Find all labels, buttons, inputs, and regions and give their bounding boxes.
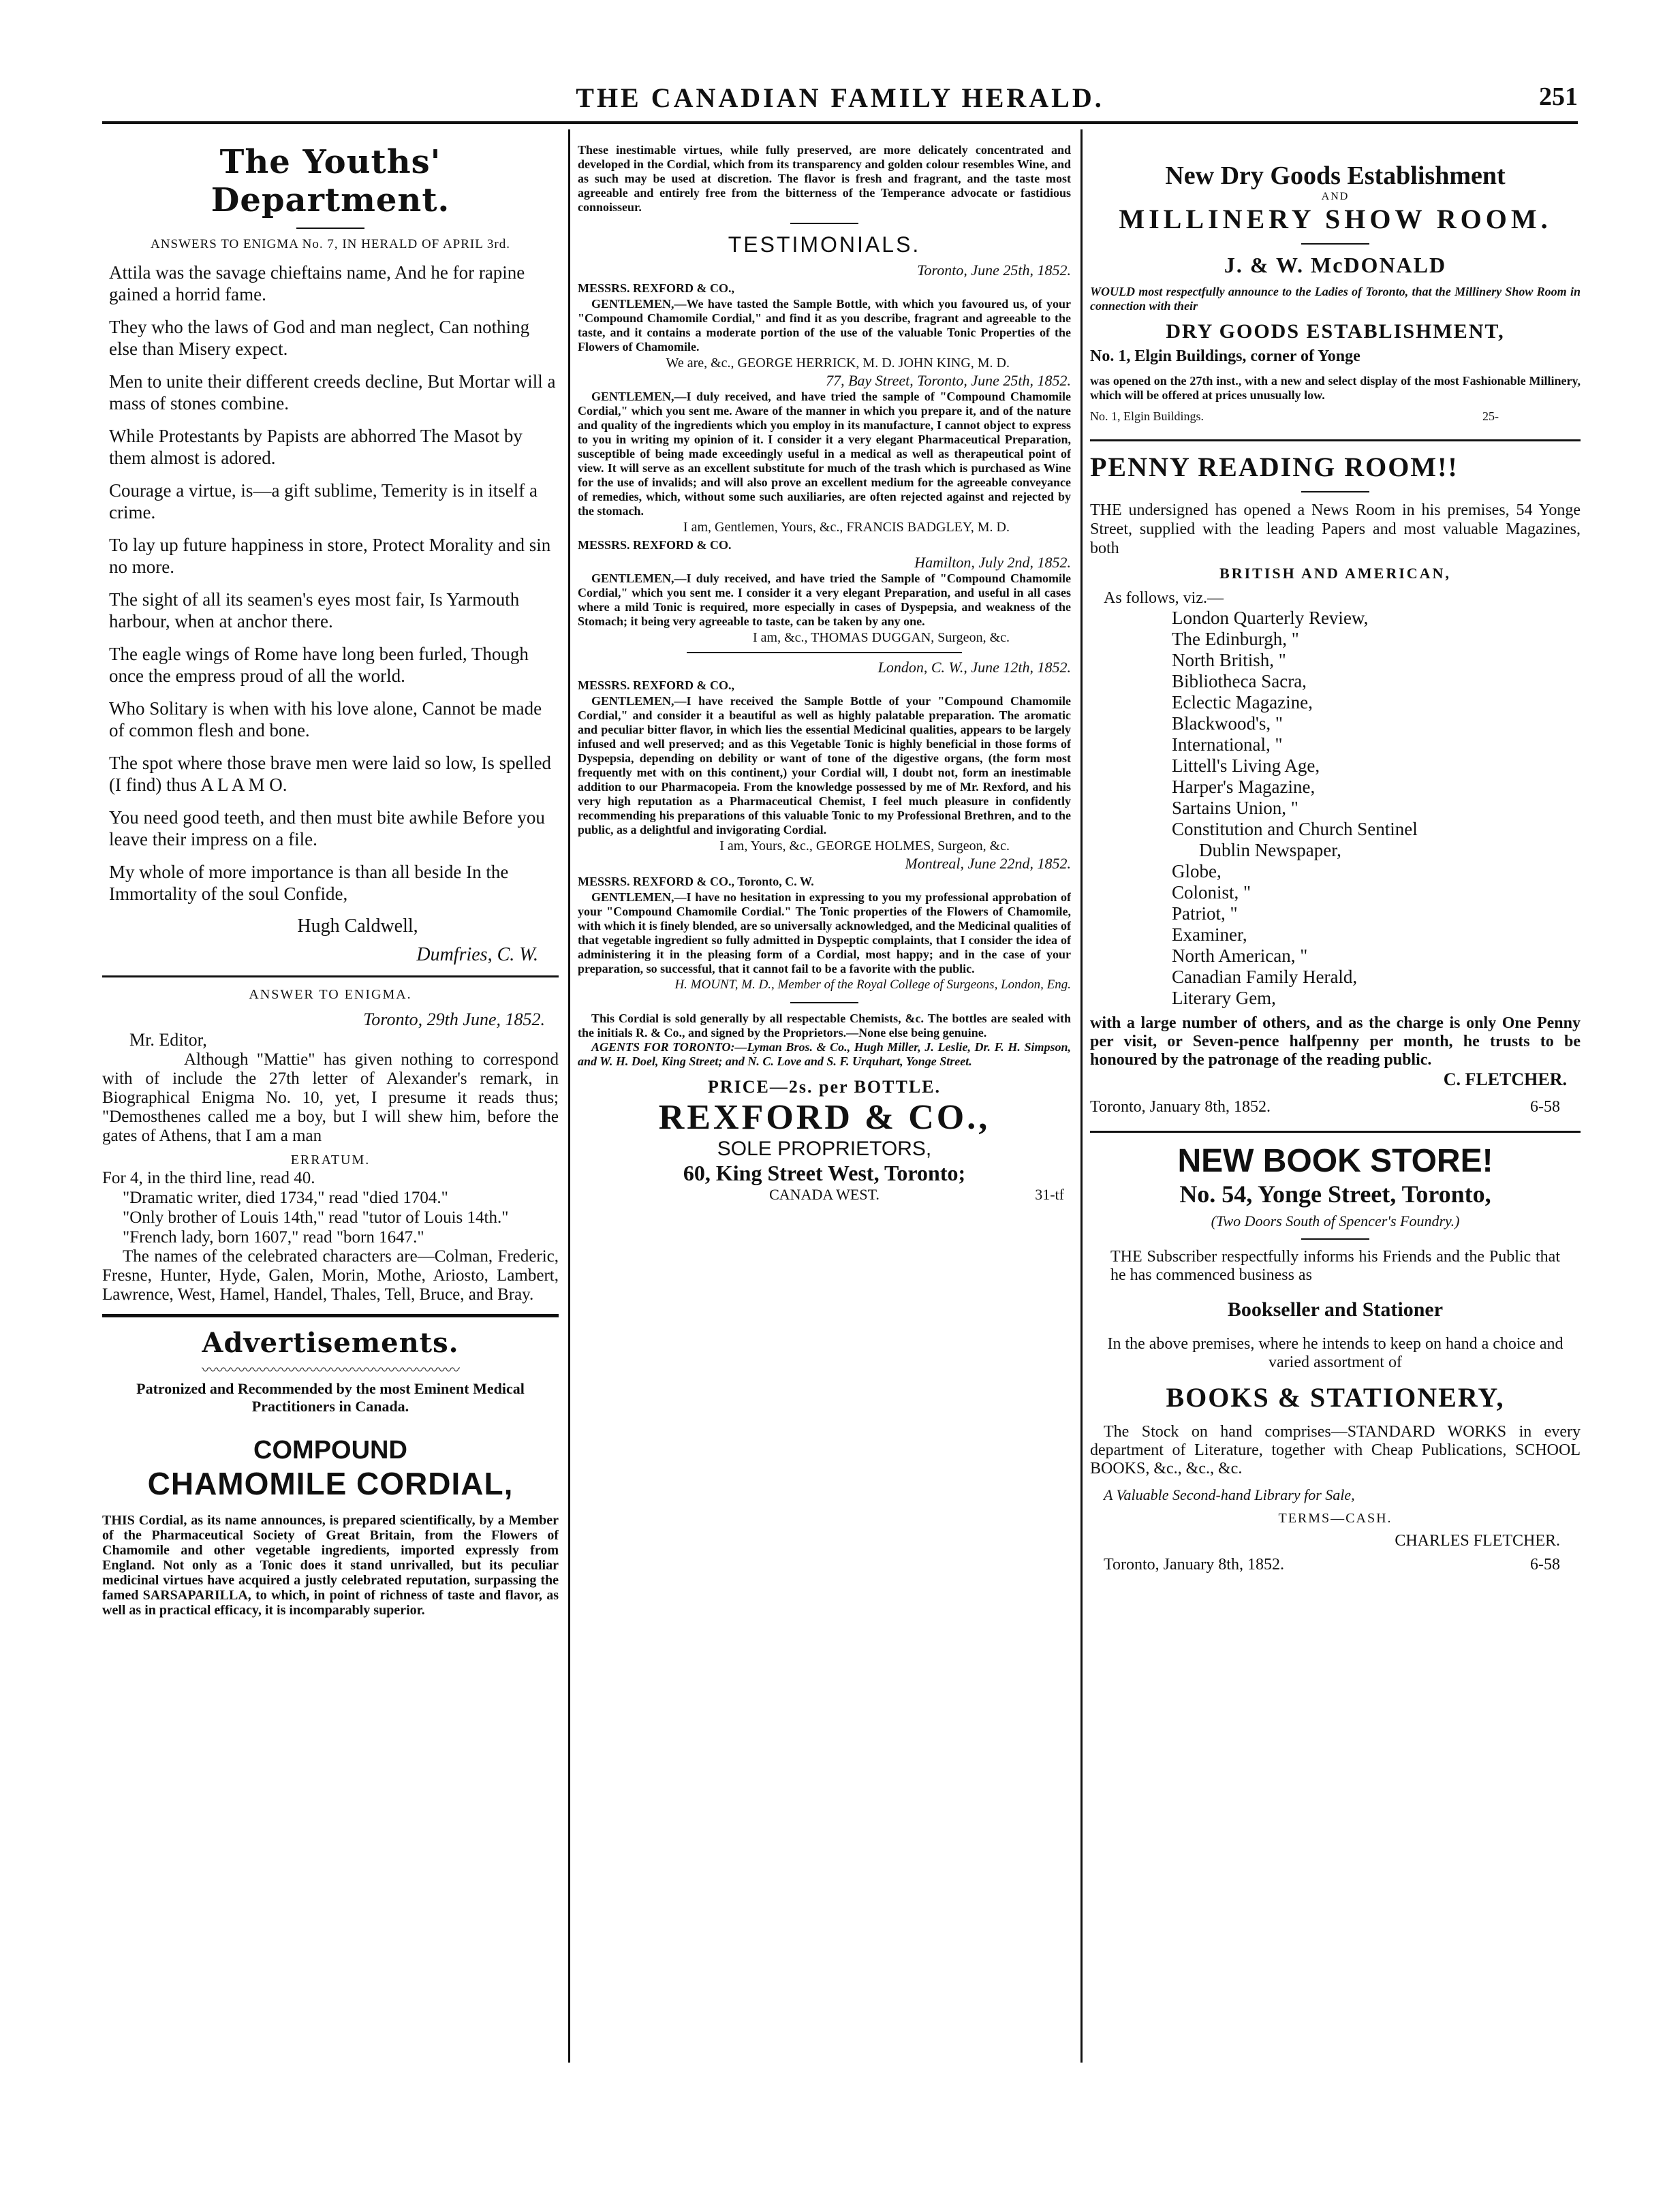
penny-footer bbox=[1090, 1098, 1581, 1121]
paper-item: Blackwood's, " bbox=[1172, 713, 1283, 734]
advertisements-heading: Advertisements. bbox=[202, 1327, 459, 1359]
testimonial-addressee: MESSRS. REXFORD & CO., bbox=[578, 281, 735, 295]
answer-heading: ANSWER TO ENIGMA. bbox=[249, 987, 412, 1002]
paper-item: The Edinburgh, " bbox=[1172, 629, 1299, 649]
testimonial-date: Montreal, June 22nd, 1852. bbox=[905, 855, 1071, 872]
divider bbox=[102, 1314, 559, 1317]
bookstore-heading: NEW BOOK STORE! bbox=[1177, 1143, 1493, 1179]
paper-item: North American, " bbox=[1172, 945, 1308, 966]
testimonial-body: GENTLEMEN,—I have no hesitation in expressing to you my professional approbation of your "Compound Chamomile Cordial." The Tonic properties of the Flowers of Chamomile, with which it is finely blended, are so universally acknowledged, and the Medicinal qualities of that vegetable ingredient so fully admitted in Dyspeptic complaints, that I consider the idea of administering it in the pleasing form of a Cordial, most happy; and in the case of your preparation, so successful, that it cannot fail to be a favorite with the public. bbox=[578, 890, 1071, 975]
and-line: AND bbox=[1321, 191, 1350, 202]
bookseller-heading: Bookseller and Stationer bbox=[1227, 1298, 1444, 1321]
page-number: 251 bbox=[1539, 82, 1578, 111]
testimonial-signature: I am, Yours, &c., GEORGE HOLMES, Surgeon, &c. bbox=[719, 839, 1010, 854]
dateline: Toronto, 29th June, 1852. bbox=[363, 1009, 545, 1029]
dry-goods-opened: was opened on the 27th inst., with a new and select display of the most Fashionable Millinery, which will be offered at prices unusually low. bbox=[1090, 374, 1581, 402]
divider bbox=[1090, 1131, 1581, 1133]
paper-item: Literary Gem, bbox=[1172, 988, 1276, 1008]
verse: The eagle wings of Rome have long been furled, Though once the empress proud of all the world. bbox=[109, 644, 529, 686]
sold-text: This Cordial is sold generally by all respectable Chemists, &c. The bottles are sealed with the initials R. & Co., and signed by the Proprietors.—None else being genuine. bbox=[578, 1012, 1071, 1039]
testimonial-signature: I am, &c., THOMAS DUGGAN, Surgeon, &c. bbox=[752, 630, 1010, 645]
divider bbox=[790, 1002, 858, 1003]
firm-name: J. & W. McDONALD bbox=[1224, 253, 1447, 277]
column-divider bbox=[1080, 129, 1083, 2063]
verse-list bbox=[102, 262, 559, 905]
header-rule bbox=[102, 121, 1578, 124]
testimonial-body: GENTLEMEN,—I duly received, and have tried the sample of "Compound Chamomile Cordial," which you sent me. Aware of the manner in which you prepare it, and of the nature and quality of the ingredients which you employ in its manufacture, I cannot object to express to you in writing my opinion of it. I consider it a very elegant Pharmaceutical Preparation, susceptible of being made exceedingly useful in a medical as well as therapeutical point of view. It will serve as an excellent substitute for much of the trash which is purchased as Wine for the use of invalids; and will also prove an excellent medium for the agreeable conveyance of remedies, which, without some such auxiliaries, are often rejected against and rejected by the stomach. bbox=[578, 390, 1071, 518]
testimonial-body: GENTLEMEN,—I duly received, and have tried the Sample of "Compound Chamomile Cordial," which you sent me. I consider it a very elegant Preparation, and useful in all cases where a mild Tonic is required, more especially in cases of Dyspepsia, and weakness of the Stomach; it being very agreeable to taste, can be taken by any one. bbox=[578, 572, 1071, 628]
divider bbox=[790, 223, 858, 224]
canada-west: CANADA WEST. bbox=[769, 1186, 880, 1203]
divider bbox=[687, 652, 962, 653]
verse: Who Solitary is when with his love alone, Cannot be made of common flesh and bone. bbox=[109, 698, 542, 740]
bookstore-code: 6-58 bbox=[1530, 1556, 1560, 1573]
british-american: BRITISH AND AMERICAN, bbox=[1219, 565, 1451, 582]
bookstore-intro: THE Subscriber respectfully informs his Friends and the Public that he has commenced business as bbox=[1110, 1248, 1560, 1284]
erratum-item: "French lady, born 1607," read "born 1647." bbox=[123, 1228, 424, 1247]
salutation: Mr. Editor, bbox=[129, 1030, 207, 1050]
verse: You need good teeth, and then must bite awhile Before you leave their impress on a file. bbox=[109, 807, 545, 849]
agents-text: AGENTS FOR TORONTO:—Lyman Bros. & Co., Hugh Miller, J. Leslie, Dr. F. H. Simpson, and W. H. Doel, King Street; and N. C. Love and S. F. Urquhart, Yonge Street. bbox=[578, 1040, 1071, 1068]
divider bbox=[1090, 439, 1581, 441]
divider bbox=[296, 228, 364, 229]
testimonial-date: Toronto, June 25th, 1852. bbox=[917, 262, 1071, 279]
testimonial-signature: We are, &c., GEORGE HERRICK, M. D. JOHN KING, M. D. bbox=[666, 356, 1010, 371]
books-heading: BOOKS & STATIONERY, bbox=[1166, 1382, 1505, 1413]
testimonial-date: London, C. W., June 12th, 1852. bbox=[877, 659, 1071, 676]
dry-goods-heading: New Dry Goods Establishment bbox=[1165, 161, 1506, 190]
divider bbox=[1301, 491, 1369, 492]
paper-item: Eclectic Magazine, bbox=[1172, 692, 1313, 713]
footer-code: 25- bbox=[1482, 409, 1499, 423]
rexford-heading: REXFORD & CO., bbox=[658, 1098, 991, 1137]
answer-line: ANSWERS TO ENIGMA No. 7, IN HERALD OF APRIL 3rd. bbox=[151, 237, 510, 251]
testimonial-addressee: MESSRS. REXFORD & CO. bbox=[578, 538, 732, 552]
dry-goods-intro: WOULD most respectfully announce to the Ladies of Toronto, that the Millinery Show Room in connection with their bbox=[1090, 285, 1581, 313]
bookstore-signature: CHARLES FLETCHER. bbox=[1395, 1532, 1560, 1550]
penny-code: 6-58 bbox=[1530, 1098, 1560, 1116]
as-follows: As follows, viz.— bbox=[1104, 589, 1224, 607]
paper-item: North British, " bbox=[1172, 650, 1286, 670]
testimonial-body: GENTLEMEN,—We have tasted the Sample Bottle, with which you favoured us, of your "Compound Chamomile Cordial," and find it as you describe, fragrant and agreeable to the taste, and it contains a moderate portion of the use of the valuable Tonic Properties of the Flowers of Chamomile. bbox=[578, 297, 1071, 354]
testimonial-date: 77, Bay Street, Toronto, June 25th, 1852. bbox=[826, 372, 1071, 389]
stock-text: The Stock on hand comprises—STANDARD WORKS in every department of Literature, together with Cheap Publications, SCHOOL BOOKS, &c., &c., &c. bbox=[1090, 1423, 1581, 1477]
library-text: A Valuable Second-hand Library for Sale, bbox=[1104, 1486, 1355, 1503]
testimonial-signature: I am, Gentlemen, Yours, &c., FRANCIS BADGLEY, M. D. bbox=[683, 520, 1010, 535]
compound-heading: COMPOUND bbox=[253, 1436, 407, 1465]
patronized-line: Patronized and Recommended by the most Eminent Medical Practitioners in Canada. bbox=[136, 1380, 525, 1415]
testimonial-signature: H. MOUNT, M. D., Member of the Royal College of Surgeons, London, Eng. bbox=[674, 977, 1071, 992]
erratum-item: "Only brother of Louis 14th," read "tutor of Louis 14th." bbox=[123, 1208, 509, 1227]
canada-line bbox=[578, 1186, 1071, 1209]
penny-signature: C. FLETCHER. bbox=[1443, 1069, 1567, 1089]
penny-intro: THE undersigned has opened a News Room in his premises, 54 Yonge Street, supplied with the leading Papers and most valuable Magazines, both bbox=[1090, 501, 1581, 557]
footer-address: No. 1, Elgin Buildings. bbox=[1090, 409, 1204, 423]
paper-item: Constitution and Church Sentinel bbox=[1172, 819, 1418, 839]
rexford-address: 60, King Street West, Toronto; bbox=[683, 1161, 966, 1185]
millinery-heading: MILLINERY SHOW ROOM. bbox=[1119, 204, 1552, 234]
verse: Courage a virtue, is—a gift sublime, Temerity is in itself a crime. bbox=[109, 480, 538, 522]
price-line: PRICE—2s. per BOTTLE. bbox=[707, 1077, 941, 1097]
paper-item: Examiner, bbox=[1172, 924, 1247, 945]
place: Dumfries, C. W. bbox=[416, 944, 538, 965]
dry-goods-establishment: DRY GOODS ESTABLISHMENT, bbox=[1166, 320, 1505, 343]
testimonial-body: GENTLEMEN,—I have received the Sample Bottle of your "Compound Chamomile Cordial," and consider it a beautiful as well as highly palatable preparation. The aromatic and peculiar bitter flavor, in which lies the essential Medicinal qualities, appears to be largely infused and well preserved; and as this Vegetable Tonic is highly beneficial in those forms of Dyspepsia, depending on debility or want of tone of the digestive organs, (the form most frequently met with on this continent,) your Cordial will, I doubt not, form an inestimable addition to our Pharmacopeia. From the knowledge possessed by me of Mr. Rexford, and his very high reputation as a Pharmaceutical Chemist, I feel much pleasure in confidently recommending his preparations of this valuable Tonic to my Professional Brethren, and to the public, as a delightful and invigorating Cordial. bbox=[578, 694, 1071, 836]
verse: To lay up future happiness in store, Protect Morality and sin no more. bbox=[109, 535, 551, 577]
bookstore-address: No. 54, Yonge Street, Toronto, bbox=[1179, 1180, 1491, 1208]
column-youths bbox=[102, 129, 559, 2063]
erratum-item: For 4, in the third line, read 40. bbox=[102, 1169, 315, 1187]
testimonial-addressee: MESSRS. REXFORD & CO., bbox=[578, 678, 735, 692]
erratum-heading: ERRATUM. bbox=[290, 1153, 371, 1168]
verse: Attila was the savage chieftains name, And he for rapine gained a horrid fame. bbox=[109, 262, 525, 304]
divider bbox=[1301, 243, 1369, 245]
youths-heading: The Youths' Department. bbox=[211, 143, 450, 219]
paper-item: Harper's Magazine, bbox=[1172, 777, 1316, 797]
sole-proprietors: SOLE PROPRIETORS, bbox=[717, 1138, 932, 1160]
verse: While Protestants by Papists are abhorred The Masot by them almost is adored. bbox=[109, 426, 523, 468]
dry-goods-address: No. 1, Elgin Buildings, corner of Yonge bbox=[1090, 347, 1360, 365]
ad-code: 31-tf bbox=[1035, 1186, 1064, 1203]
paper-item: Littell's Living Age, bbox=[1172, 755, 1320, 776]
terms-text: TERMS—CASH. bbox=[1278, 1511, 1393, 1526]
divider bbox=[102, 975, 559, 977]
verse: My whole of more importance is than all beside In the Immortality of the soul Confide, bbox=[109, 862, 509, 904]
paper-item: London Quarterly Review, bbox=[1172, 608, 1369, 628]
newspaper-title: THE CANADIAN FAMILY HERALD. bbox=[576, 82, 1104, 113]
dry-goods-footer bbox=[1090, 409, 1581, 430]
column-divider bbox=[568, 129, 570, 2063]
paper-item: Patriot, " bbox=[1172, 903, 1238, 924]
paper-item: Bibliotheca Sacra, bbox=[1172, 671, 1307, 691]
testimonial-date: Hamilton, July 2nd, 1852. bbox=[914, 554, 1071, 571]
penny-text: with a large number of others, and as the charge is only One Penny per visit, or Seven-pence halfpenny per month, he trusts to be honoured by the patronage of the reading public. bbox=[1090, 1014, 1581, 1069]
character-names: The names of the celebrated characters are—Colman, Frederic, Fresne, Hunter, Hyde, Galen, Morin, Mothe, Ariosto, Lambert, Lawrence, West, Hamel, Handel, Thales, Tell, Bruce, and Bray. bbox=[102, 1247, 559, 1304]
penny-reading-heading: PENNY READING ROOM!! bbox=[1090, 452, 1459, 482]
penny-date: Toronto, January 8th, 1852. bbox=[1090, 1098, 1271, 1116]
chamomile-heading: CHAMOMILE CORDIAL, bbox=[147, 1466, 514, 1501]
bookstore-footer bbox=[1090, 1556, 1581, 1579]
paper-item: International, " bbox=[1172, 734, 1283, 755]
premises-text: In the above premises, where he intends to keep on hand a choice and varied assortment of bbox=[1107, 1335, 1564, 1371]
paper-item: Dublin Newspaper, bbox=[1199, 840, 1341, 860]
signature: Hugh Caldwell, bbox=[297, 915, 418, 937]
letter-text: Although "Mattie" has given nothing to correspond with of include the 27th letter of Alexander's remark, in Biographical Enigma No. 10, yet, I presume it reads thus; "Demosthenes called me a boy, but I will shew him, before the gates of Athens, that I am a man bbox=[102, 1050, 559, 1145]
paper-item: Globe, bbox=[1172, 861, 1222, 881]
papers-list bbox=[1172, 608, 1581, 1009]
intro-text: These inestimable virtues, while fully preserved, are more delicately concentrated and developed in the Cordial, which from its transparency and golden colour resembles Wine, and as such may be used at discretion. The flavor is fresh and fragrant, and the taste most agreeable and entirely free from the bitterness of the Temperance advocate or fastidious connoisseur. bbox=[578, 143, 1071, 214]
paper-item: Canadian Family Herald, bbox=[1172, 967, 1358, 987]
verse: Men to unite their different creeds decline, But Mortar will a mass of stones combine. bbox=[109, 371, 556, 413]
erratum-item: "Dramatic writer, died 1734," read "died 1704." bbox=[123, 1189, 448, 1207]
verse: They who the laws of God and man neglect, Can nothing else than Misery expect. bbox=[109, 317, 530, 359]
verse: The sight of all its seamen's eyes most fair, Is Yarmouth harbour, when at anchor there. bbox=[109, 589, 520, 631]
paper-item: Colonist, " bbox=[1172, 882, 1251, 903]
verse: The spot where those brave men were laid so low, Is spelled (I find) thus A L A M O. bbox=[109, 753, 552, 795]
divider bbox=[1301, 1238, 1369, 1240]
testimonials-heading: TESTIMONIALS. bbox=[728, 232, 921, 257]
cordial-text: THIS Cordial, as its name announces, is prepared scientifically, by a Member of the Pharmaceutical Society of Great Britain, from the Flowers of Chamomile and other vegetable ingredients, imported expressly from England. Not only as a Tonic does it stand unrivalled, but its peculiar medicinal virtues have acquired a justly celebrated reputation, surpassing the famed SARSAPARILLA, to which, in point of richness of taste and flavor, as well as in practical efficacy, it is incomparably superior. bbox=[102, 1513, 559, 1618]
column-advertisements bbox=[1090, 129, 1581, 2063]
testimonial-addressee: MESSRS. REXFORD & CO., Toronto, C. W. bbox=[578, 875, 814, 888]
column-testimonials bbox=[578, 129, 1071, 2063]
bookstore-subtitle: (Two Doors South of Spencer's Foundry.) bbox=[1211, 1212, 1460, 1230]
page-header bbox=[102, 82, 1578, 123]
ornament: 〰〰〰〰〰〰〰〰〰〰〰〰〰〰〰〰〰〰 bbox=[201, 1362, 459, 1379]
bookstore-date: Toronto, January 8th, 1852. bbox=[1104, 1556, 1284, 1573]
paper-item: Sartains Union, " bbox=[1172, 798, 1298, 818]
